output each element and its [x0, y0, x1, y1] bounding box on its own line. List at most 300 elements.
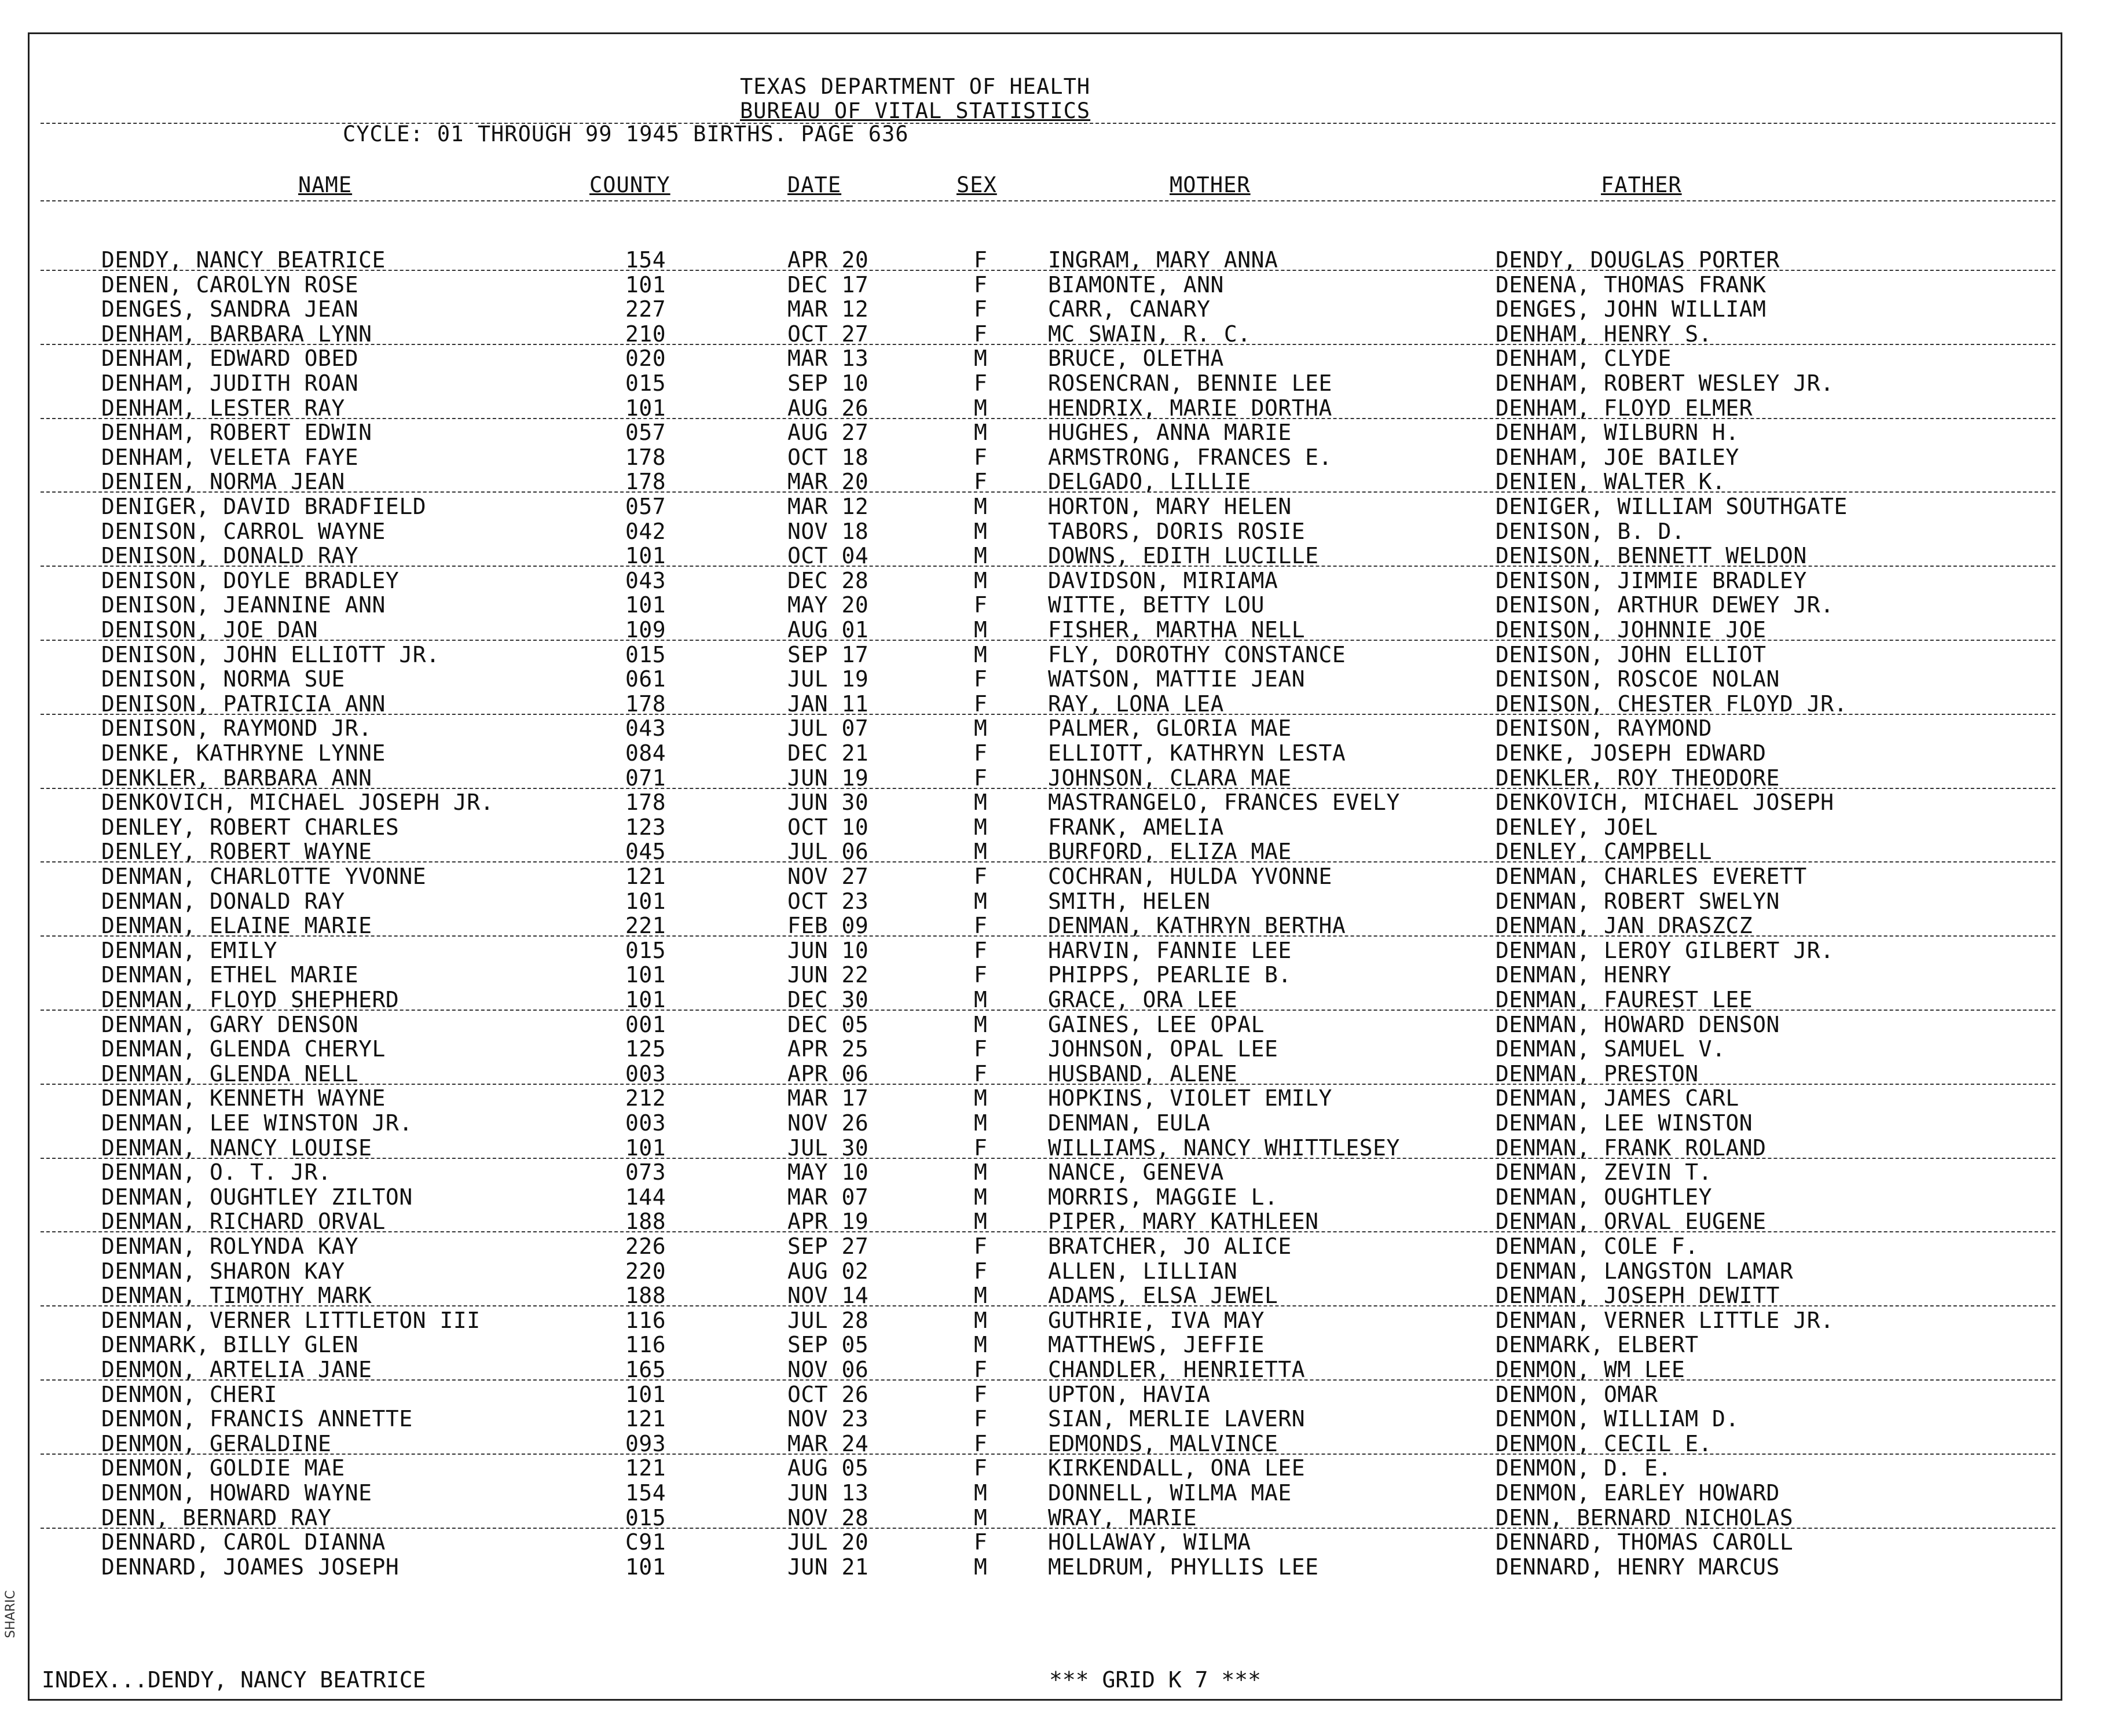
cell-mother: FISHER, MARTHA NELL	[1048, 617, 1306, 643]
cell-sex: M	[974, 1159, 988, 1186]
cell-county: 116	[625, 1307, 666, 1333]
cell-date: APR 06	[787, 1060, 869, 1087]
cell-mother: DELGADO, LILLIE	[1048, 469, 1251, 495]
cell-name: DENISON, DOYLE BRADLEY	[101, 567, 400, 593]
cell-father: DENHAM, JOE BAILEY	[1496, 444, 1739, 470]
cell-county: 121	[625, 864, 666, 889]
cell-mother: TABORS, DORIS ROSIE	[1048, 518, 1306, 544]
cell-date: DEC 30	[787, 987, 869, 1012]
cell-name: DENMON, ARTELIA JANE	[101, 1357, 372, 1382]
cell-name: DENNARD, JOAMES JOSEPH	[101, 1554, 400, 1580]
table-row	[0, 1037, 2111, 1061]
cell-mother: MC SWAIN, R. C.	[1048, 321, 1251, 347]
table-row	[0, 692, 2111, 716]
table-row	[0, 1283, 2111, 1308]
cell-date: OCT 26	[787, 1381, 869, 1407]
cell-county: 125	[625, 1036, 666, 1062]
cell-date: OCT 10	[787, 814, 869, 840]
cell-father: DENMAN, JOSEPH DEWITT	[1496, 1283, 1780, 1309]
table-row	[0, 790, 2111, 814]
cell-name: DENNARD, CAROL DIANNA	[101, 1529, 386, 1555]
cell-name: DENMAN, SHARON KAY	[101, 1258, 345, 1284]
cell-date: APR 25	[787, 1036, 869, 1062]
table-row	[0, 568, 2111, 593]
cell-father: DENKOVICH, MICHAEL JOSEPH	[1496, 790, 1834, 816]
cell-date: JUL 19	[787, 666, 869, 692]
cell-mother: HOLLAWAY, WILMA	[1048, 1529, 1251, 1555]
row-group-rule	[41, 714, 2055, 715]
table-row	[0, 1259, 2111, 1283]
cell-county: 188	[625, 1283, 666, 1309]
cell-name: DENMAN, DONALD RAY	[101, 888, 345, 914]
cell-sex: M	[974, 987, 988, 1012]
cell-sex: F	[974, 1381, 988, 1407]
cell-name: DENKE, KATHRYNE LYNNE	[101, 740, 386, 766]
cell-mother: DAVIDSON, MIRIAMA	[1048, 567, 1278, 593]
cell-sex: M	[974, 1184, 988, 1210]
cell-county: 116	[625, 1332, 666, 1358]
table-row	[0, 371, 2111, 395]
cell-sex: F	[974, 321, 988, 347]
cell-county: 101	[625, 888, 666, 914]
table-row	[0, 618, 2111, 642]
footer-index: INDEX...DENDY, NANCY BEATRICE	[42, 1667, 426, 1693]
cell-name: DENMAN, CHARLOTTE YVONNE	[101, 864, 427, 889]
row-group-rule	[41, 418, 2055, 419]
cell-sex: F	[974, 1036, 988, 1062]
cell-name: DENHAM, VELETA FAYE	[101, 444, 359, 470]
cell-date: JUL 20	[787, 1529, 869, 1555]
table-row	[0, 1160, 2111, 1184]
cell-sex: F	[974, 1455, 988, 1481]
table-row	[0, 297, 2111, 321]
table-row	[0, 1555, 2111, 1579]
cell-name: DENKLER, BARBARA ANN	[101, 765, 372, 791]
table-row	[0, 494, 2111, 519]
cell-name: DENMAN, LEE WINSTON JR.	[101, 1110, 413, 1136]
cell-county: 123	[625, 814, 666, 840]
table-row	[0, 913, 2111, 938]
cell-date: DEC 17	[787, 271, 869, 298]
table-row	[0, 889, 2111, 913]
cell-name: DENMAN, KENNETH WAYNE	[101, 1085, 386, 1111]
cell-father: DENMAN, JAN DRASZCZ	[1496, 913, 1753, 939]
cell-name: DENMAN, VERNER LITTLETON III	[101, 1307, 481, 1333]
cell-father: DENHAM, HENRY S.	[1496, 321, 1713, 347]
cell-name: DENIEN, NORMA JEAN	[101, 469, 345, 495]
cell-father: DENMAN, OUGHTLEY	[1496, 1184, 1713, 1210]
table-row	[0, 766, 2111, 790]
cell-mother: RAY, LONA LEA	[1048, 691, 1224, 717]
cell-date: DEC 21	[787, 740, 869, 766]
cell-date: MAY 10	[787, 1159, 869, 1186]
cell-date: FEB 09	[787, 913, 869, 939]
cell-mother: SMITH, HELEN	[1048, 888, 1211, 914]
cell-mother: MASTRANGELO, FRANCES EVELY	[1048, 790, 1400, 816]
cell-county: 015	[625, 370, 666, 396]
cell-father: DENKE, JOSEPH EDWARD	[1496, 740, 1767, 766]
table-row	[0, 445, 2111, 469]
cell-date: NOV 27	[787, 864, 869, 889]
cell-name: DENMAN, GLENDA NELL	[101, 1060, 359, 1087]
cell-date: DEC 28	[787, 567, 869, 593]
cell-father: DENMON, D. E.	[1496, 1455, 1672, 1481]
cell-mother: BIAMONTE, ANN	[1048, 271, 1224, 298]
cell-father: DENMON, OMAR	[1496, 1381, 1658, 1407]
cell-father: DENENA, THOMAS FRANK	[1496, 271, 1767, 298]
cell-sex: F	[974, 370, 988, 396]
cell-sex: M	[974, 395, 988, 421]
cell-mother: WATSON, MATTIE JEAN	[1048, 666, 1306, 692]
cell-father: DENMON, EARLEY HOWARD	[1496, 1480, 1780, 1506]
cell-date: APR 20	[787, 247, 869, 273]
cell-sex: F	[974, 469, 988, 495]
cell-mother: COCHRAN, HULDA YVONNE	[1048, 864, 1332, 889]
cell-name: DENMAN, TIMOTHY MARK	[101, 1283, 372, 1309]
table-row	[0, 864, 2111, 889]
cell-name: DENMAN, O. T. JR.	[101, 1159, 332, 1186]
cell-county: 212	[625, 1085, 666, 1111]
cell-father: DENISON, CHESTER FLOYD JR.	[1496, 691, 1848, 717]
cell-name: DENHAM, EDWARD OBED	[101, 346, 359, 372]
cell-father: DENGES, JOHN WILLIAM	[1496, 296, 1767, 322]
cell-name: DENMAN, GLENDA CHERYL	[101, 1036, 386, 1062]
cell-date: NOV 23	[787, 1406, 869, 1432]
cell-county: 109	[625, 617, 666, 643]
cell-mother: WILLIAMS, NANCY WHITTLESEY	[1048, 1135, 1400, 1161]
cell-date: MAY 20	[787, 592, 869, 618]
cell-mother: ELLIOTT, KATHRYN LESTA	[1048, 740, 1346, 766]
table-row	[0, 1333, 2111, 1357]
cell-mother: INGRAM, MARY ANNA	[1048, 247, 1278, 273]
cell-date: SEP 27	[787, 1234, 869, 1259]
footer-grid: *** GRID K 7 ***	[1049, 1667, 1262, 1693]
cell-father: DENN, BERNARD NICHOLAS	[1496, 1504, 1794, 1531]
cell-mother: NANCE, GENEVA	[1048, 1159, 1224, 1186]
cell-father: DENMAN, COLE F.	[1496, 1234, 1699, 1259]
cell-father: DENISON, JIMMIE BRADLEY	[1496, 567, 1807, 593]
cell-date: JUL 30	[787, 1135, 869, 1161]
cell-date: JUN 19	[787, 765, 869, 791]
table-row	[0, 346, 2111, 370]
cell-sex: M	[974, 1504, 988, 1531]
row-group-rule	[41, 270, 2055, 271]
cell-father: DENLEY, JOEL	[1496, 814, 1658, 840]
cell-date: JUL 28	[787, 1307, 869, 1333]
cell-mother: DENMAN, KATHRYN BERTHA	[1048, 913, 1346, 939]
table-row	[0, 1530, 2111, 1554]
cell-sex: M	[974, 346, 988, 372]
cell-sex: M	[974, 814, 988, 840]
cell-date: AUG 27	[787, 420, 869, 446]
cell-father: DENKLER, ROY THEODORE	[1496, 765, 1780, 791]
cell-name: DENMAN, EMILY	[101, 937, 277, 963]
cell-father: DENISON, RAYMOND	[1496, 715, 1713, 742]
cell-county: 071	[625, 765, 666, 791]
column-header-name: NAME	[298, 173, 353, 197]
cell-name: DENISON, DONALD RAY	[101, 543, 359, 569]
cell-county: 057	[625, 420, 666, 446]
cell-sex: F	[974, 1234, 988, 1259]
table-row	[0, 1308, 2111, 1333]
row-group-rule	[41, 788, 2055, 789]
cell-father: DENISON, BENNETT WELDON	[1496, 543, 1807, 569]
cell-county: 020	[625, 346, 666, 372]
cell-county: 210	[625, 321, 666, 347]
row-group-rule	[41, 861, 2055, 863]
cell-father: DENHAM, FLOYD ELMER	[1496, 395, 1753, 421]
table-row	[0, 273, 2111, 297]
cell-date: DEC 05	[787, 1011, 869, 1037]
cell-sex: M	[974, 641, 988, 667]
cell-sex: F	[974, 962, 988, 988]
table-row	[0, 1357, 2111, 1382]
cell-sex: F	[974, 937, 988, 963]
column-header-county: COUNTY	[589, 173, 670, 197]
table-row	[0, 1185, 2111, 1209]
cell-father: DENDY, DOUGLAS PORTER	[1496, 247, 1780, 273]
cell-county: 165	[625, 1357, 666, 1382]
cell-date: MAR 20	[787, 469, 869, 495]
table-row	[0, 1382, 2111, 1407]
cell-county: 043	[625, 715, 666, 742]
cell-date: JUL 06	[787, 839, 869, 865]
cell-date: NOV 28	[787, 1504, 869, 1531]
cell-sex: F	[974, 1258, 988, 1284]
cell-father: DENHAM, CLYDE	[1496, 346, 1672, 372]
cell-sex: F	[974, 913, 988, 939]
cell-mother: GUTHRIE, IVA MAY	[1048, 1307, 1265, 1333]
cell-county: 043	[625, 567, 666, 593]
cell-father: DENMAN, JAMES CARL	[1496, 1085, 1739, 1111]
cell-sex: F	[974, 691, 988, 717]
cell-mother: UPTON, HAVIA	[1048, 1381, 1211, 1407]
table-row	[0, 469, 2111, 494]
table-row	[0, 1062, 2111, 1086]
cell-sex: M	[974, 1307, 988, 1333]
cell-name: DENDY, NANCY BEATRICE	[101, 247, 386, 273]
cell-name: DENMARK, BILLY GLEN	[101, 1332, 359, 1358]
cell-county: 101	[625, 543, 666, 569]
cell-name: DENMAN, NANCY LOUISE	[101, 1135, 372, 1161]
cell-mother: GRACE, ORA LEE	[1048, 987, 1238, 1012]
cell-name: DENHAM, ROBERT EDWIN	[101, 420, 372, 446]
cell-county: 221	[625, 913, 666, 939]
cell-sex: M	[974, 420, 988, 446]
cell-mother: CHANDLER, HENRIETTA	[1048, 1357, 1306, 1382]
cell-father: DENMAN, VERNER LITTLE JR.	[1496, 1307, 1834, 1333]
cell-mother: JOHNSON, OPAL LEE	[1048, 1036, 1278, 1062]
cell-county: 101	[625, 271, 666, 298]
cell-date: NOV 18	[787, 518, 869, 544]
cell-father: DENMAN, ROBERT SWELYN	[1496, 888, 1780, 914]
cell-mother: ARMSTRONG, FRANCES E.	[1048, 444, 1332, 470]
cell-sex: F	[974, 444, 988, 470]
table-row	[0, 519, 2111, 544]
cell-father: DENIGER, WILLIAM SOUTHGATE	[1496, 494, 1848, 519]
cell-date: JUN 21	[787, 1554, 869, 1580]
row-group-rule	[41, 1528, 2055, 1529]
row-group-rule	[41, 1158, 2055, 1159]
cell-sex: F	[974, 1430, 988, 1456]
cell-county: 101	[625, 395, 666, 421]
column-header-sex: SEX	[956, 173, 997, 197]
cell-sex: M	[974, 790, 988, 816]
cell-sex: F	[974, 1135, 988, 1161]
cell-mother: PALMER, GLORIA MAE	[1048, 715, 1292, 742]
table-row	[0, 396, 2111, 420]
cell-father: DENMAN, HOWARD DENSON	[1496, 1011, 1780, 1037]
cell-sex: F	[974, 1529, 988, 1555]
cell-county: 220	[625, 1258, 666, 1284]
cell-county: 154	[625, 1480, 666, 1506]
row-group-rule	[41, 491, 2055, 493]
cell-date: APR 19	[787, 1209, 869, 1235]
cell-sex: M	[974, 888, 988, 914]
cell-mother: GAINES, LEE OPAL	[1048, 1011, 1265, 1037]
cell-name: DENIGER, DAVID BRADFIELD	[101, 494, 427, 519]
cell-father: DENISON, JOHNNIE JOE	[1496, 617, 1767, 643]
cell-county: 101	[625, 1135, 666, 1161]
cell-mother: HORTON, MARY HELEN	[1048, 494, 1292, 519]
cell-date: AUG 02	[787, 1258, 869, 1284]
cell-mother: PHIPPS, PEARLIE B.	[1048, 962, 1292, 988]
cell-county: 121	[625, 1455, 666, 1481]
cell-father: DENISON, ARTHUR DEWEY JR.	[1496, 592, 1834, 618]
cell-name: DENISON, JOHN ELLIOTT JR.	[101, 641, 440, 667]
cell-mother: DENMAN, EULA	[1048, 1110, 1211, 1136]
cell-mother: DOWNS, EDITH LUCILLE	[1048, 543, 1319, 569]
cell-father: DENMAN, LEE WINSTON	[1496, 1110, 1753, 1136]
cell-sex: M	[974, 1283, 988, 1309]
cell-county: 188	[625, 1209, 666, 1235]
table-row	[0, 1506, 2111, 1530]
cell-name: DENISON, RAYMOND JR.	[101, 715, 372, 742]
cell-sex: M	[974, 567, 988, 593]
cell-name: DENMAN, FLOYD SHEPHERD	[101, 987, 400, 1012]
column-header-father: FATHER	[1601, 173, 1682, 197]
cell-name: DENISON, NORMA SUE	[101, 666, 345, 692]
cell-mother: HUSBAND, ALENE	[1048, 1060, 1238, 1087]
cell-sex: M	[974, 494, 988, 519]
cell-sex: F	[974, 1357, 988, 1382]
row-group-rule	[41, 1231, 2055, 1232]
table-row	[0, 1456, 2111, 1480]
cell-county: 015	[625, 937, 666, 963]
cell-date: MAR 24	[787, 1430, 869, 1456]
cell-father: DENHAM, WILBURN H.	[1496, 420, 1739, 446]
cell-sex: M	[974, 518, 988, 544]
cell-date: MAR 07	[787, 1184, 869, 1210]
cell-county: 178	[625, 444, 666, 470]
cell-father: DENMAN, HENRY	[1496, 962, 1672, 988]
cell-father: DENMON, WILLIAM D.	[1496, 1406, 1739, 1432]
cell-sex: F	[974, 740, 988, 766]
cell-county: 093	[625, 1430, 666, 1456]
cell-name: DENLEY, ROBERT CHARLES	[101, 814, 400, 840]
cell-name: DENISON, PATRICIA ANN	[101, 691, 386, 717]
cell-mother: CARR, CANARY	[1048, 296, 1211, 322]
cell-date: SEP 17	[787, 641, 869, 667]
cell-date: AUG 01	[787, 617, 869, 643]
cell-sex: M	[974, 1332, 988, 1358]
cell-sex: M	[974, 617, 988, 643]
cell-mother: BRUCE, OLETHA	[1048, 346, 1224, 372]
cell-mother: PIPER, MARY KATHLEEN	[1048, 1209, 1319, 1235]
cell-county: 015	[625, 641, 666, 667]
cell-county: 101	[625, 1381, 666, 1407]
cell-mother: SIAN, MERLIE LAVERN	[1048, 1406, 1306, 1432]
cell-date: MAR 12	[787, 494, 869, 519]
cell-county: 045	[625, 839, 666, 865]
cell-mother: ROSENCRAN, BENNIE LEE	[1048, 370, 1332, 396]
cell-father: DENMAN, SAMUEL V.	[1496, 1036, 1726, 1062]
cell-county: 001	[625, 1011, 666, 1037]
cell-mother: WITTE, BETTY LOU	[1048, 592, 1265, 618]
cell-mother: ALLEN, LILLIAN	[1048, 1258, 1238, 1284]
table-row	[0, 1136, 2111, 1160]
cell-mother: MATTHEWS, JEFFIE	[1048, 1332, 1265, 1358]
table-row	[0, 667, 2111, 691]
cell-date: JUN 30	[787, 790, 869, 816]
cell-county: 178	[625, 790, 666, 816]
cell-father: DENMAN, FRANK ROLAND	[1496, 1135, 1767, 1161]
cell-mother: BURFORD, ELIZA MAE	[1048, 839, 1292, 865]
cell-name: DENMAN, OUGHTLEY ZILTON	[101, 1184, 413, 1210]
cell-father: DENHAM, ROBERT WESLEY JR.	[1496, 370, 1834, 396]
cell-sex: M	[974, 1085, 988, 1111]
cell-name: DENHAM, BARBARA LYNN	[101, 321, 372, 347]
cell-father: DENMAN, LEROY GILBERT JR.	[1496, 937, 1834, 963]
cell-name: DENISON, JOE DAN	[101, 617, 318, 643]
cell-father: DENNARD, HENRY MARCUS	[1496, 1554, 1780, 1580]
table-row	[0, 1086, 2111, 1110]
table-row	[0, 248, 2111, 272]
cell-mother: HARVIN, FANNIE LEE	[1048, 937, 1292, 963]
cell-date: JUN 10	[787, 937, 869, 963]
cell-father: DENMARK, ELBERT	[1496, 1332, 1699, 1358]
table-row	[0, 716, 2111, 740]
cell-mother: FRANK, AMELIA	[1048, 814, 1224, 840]
table-row	[0, 1234, 2111, 1258]
cell-mother: HUGHES, ANNA MARIE	[1048, 420, 1292, 446]
row-group-rule	[41, 344, 2055, 345]
table-row	[0, 815, 2111, 839]
cell-mother: KIRKENDALL, ONA LEE	[1048, 1455, 1306, 1481]
cell-name: DENMAN, GARY DENSON	[101, 1011, 359, 1037]
cell-father: DENMAN, FAUREST LEE	[1496, 987, 1753, 1012]
cell-name: DENMON, GOLDIE MAE	[101, 1455, 345, 1481]
cell-father: DENLEY, CAMPBELL	[1496, 839, 1713, 865]
cell-date: NOV 14	[787, 1283, 869, 1309]
table-row	[0, 544, 2111, 568]
cell-date: JUN 13	[787, 1480, 869, 1506]
row-group-rule	[41, 935, 2055, 937]
row-group-rule	[41, 566, 2055, 567]
table-row	[0, 322, 2111, 346]
table-row	[0, 420, 2111, 445]
cell-county: 073	[625, 1159, 666, 1186]
cell-county: C91	[625, 1529, 666, 1555]
cell-county: 154	[625, 247, 666, 273]
row-group-rule	[41, 640, 2055, 641]
cell-name: DENKOVICH, MICHAEL JOSEPH JR.	[101, 790, 494, 816]
cell-name: DENMAN, RICHARD ORVAL	[101, 1209, 386, 1235]
cell-sex: F	[974, 765, 988, 791]
table-row	[0, 643, 2111, 667]
table-row	[0, 963, 2111, 987]
cell-county: 101	[625, 962, 666, 988]
